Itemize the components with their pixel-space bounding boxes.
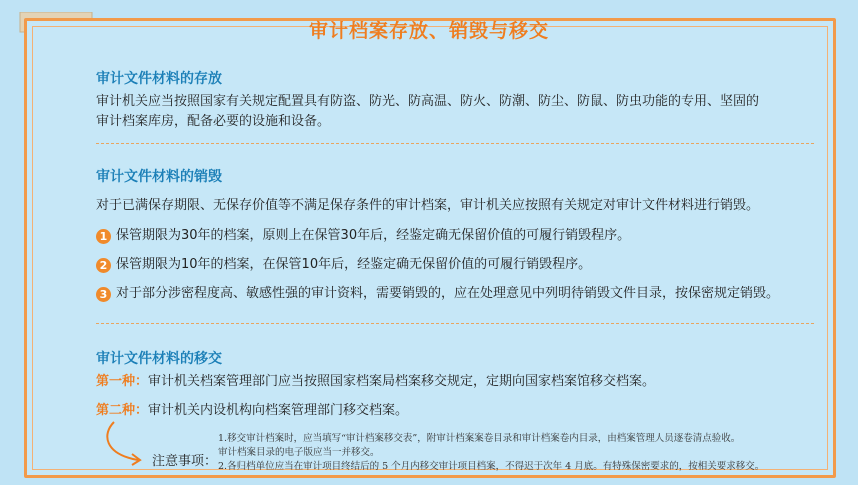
destroy-item: [96, 226, 630, 246]
note-line-3: 2.各归档单位应当在审计项目终结后的 5 个月内移交审计项目档案，不得迟于次年 4 月底。有特殊保密要求的，按相关要求移交。: [218, 461, 765, 472]
note-line-2: 审计档案目录的电子版应当一并移交。: [218, 447, 380, 458]
destroy-item-text: 保管期限为30年的档案，原则上在保管30年后，经鉴定确无保留价值的可履行销毁程序。: [116, 228, 631, 243]
page-title: 审计档案存放、销毁与移交: [308, 20, 549, 42]
kind-text: 审计机关内设机构向档案管理部门移交档案。: [148, 403, 409, 418]
number-badge: 2: [96, 258, 111, 273]
section-title-destroy: 审计文件材料的销毁: [96, 169, 222, 185]
section-title-storage: 审计文件材料的存放: [96, 71, 222, 87]
destroy-item-text: 对于部分涉密程度高、敏感性强的审计资料，需要销毁的，应在处理意见中列明待销毁文件目录，按保密规定销毁。: [116, 286, 780, 301]
curved-arrow-icon: [100, 420, 152, 468]
kind-label: 第二种：: [96, 403, 149, 418]
kind-text: 审计机关档案管理部门应当按照国家档案局档案移交规定，定期向国家档案馆移交档案。: [148, 374, 656, 389]
storage-line-1: 审计机关应当按照国家有关规定配置具有防盗、防光、防高温、防火、防潮、防尘、防鼠、防虫功能的专用、坚固的: [96, 94, 760, 109]
destroy-intro: 对于已满保存期限、无保存价值等不满足保存条件的审计档案，审计机关应按照有关规定对审计文件材料进行销毁。: [96, 198, 760, 213]
note-line-1: 1.移交审计档案时，应当填写“审计档案移交表”，附审计档案案卷目录和审计档案卷内目录，由档案管理人员逐卷清点验收。: [218, 433, 741, 444]
destroy-item: [96, 255, 591, 275]
transfer-kind-1: [96, 372, 826, 392]
note-label: 注意事项：: [152, 454, 218, 469]
number-badge: 3: [96, 287, 111, 302]
number-badge: 1: [96, 229, 111, 244]
destroy-item-text: 保管期限为10年的档案，在保管10年后，经鉴定确无保留价值的可履行销毁程序。: [116, 257, 592, 272]
destroy-item: [96, 284, 779, 304]
section-title-transfer: 审计文件材料的移交: [96, 351, 222, 367]
transfer-kind-2: [96, 401, 826, 421]
divider: [96, 323, 814, 324]
kind-label: 第一种：: [96, 374, 149, 389]
divider: [96, 143, 814, 144]
storage-line-2: 审计档案库房，配备必要的设施和设备。: [96, 114, 331, 129]
